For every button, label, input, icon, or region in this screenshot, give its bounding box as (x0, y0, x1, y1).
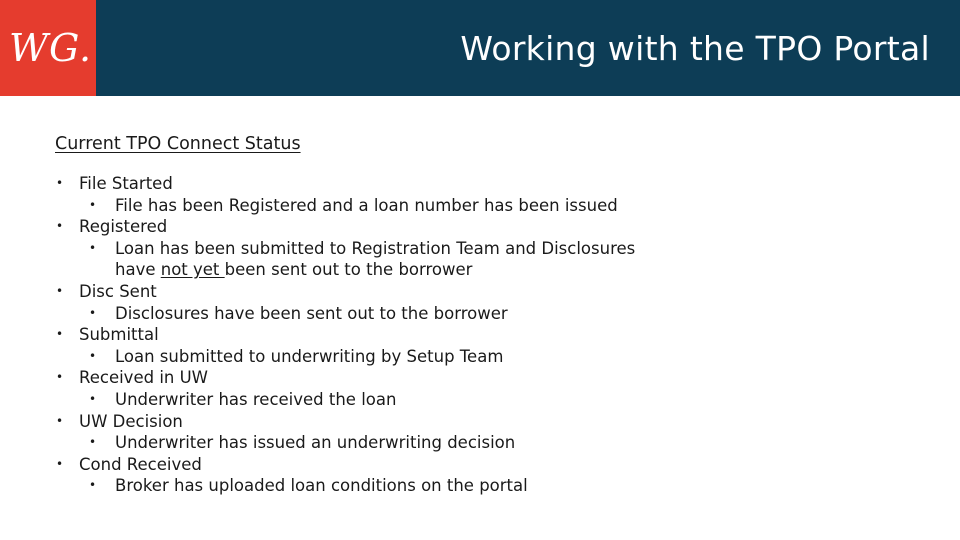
status-label: Submittal (79, 325, 159, 345)
bullet-icon: • (89, 240, 97, 255)
status-detail (79, 238, 915, 281)
status-detail-text: File has been Registered and a loan number has been issued (115, 195, 618, 215)
status-item-disc-sent (55, 281, 915, 324)
bullet-icon: • (89, 197, 97, 212)
bullet-icon: • (89, 348, 97, 363)
status-detail-text: Disclosures have been sent out to the borrower (115, 303, 508, 323)
status-detail-text: Broker has uploaded loan conditions on the portal (115, 476, 528, 496)
status-label: Received in UW (79, 368, 208, 388)
logo (0, 0, 96, 96)
status-detail-text: Loan submitted to underwriting by Setup Team (115, 346, 504, 366)
bullet-icon: • (56, 370, 64, 385)
bullet-icon: • (56, 327, 64, 342)
status-detail (79, 195, 915, 217)
status-detail-text-pre: have (115, 260, 161, 280)
bullet-icon: • (89, 478, 97, 493)
logo-text: WG. (9, 26, 93, 70)
status-item-registered (55, 216, 915, 281)
page-title: Working with the TPO Portal (460, 29, 930, 68)
status-item-submittal (55, 324, 915, 367)
status-detail (79, 389, 915, 411)
status-detail (79, 303, 915, 325)
status-detail-list (79, 432, 915, 454)
status-detail (79, 346, 915, 368)
status-detail-text-post: been sent out to the borrower (224, 260, 473, 280)
status-detail-list (79, 346, 915, 368)
header-bar (0, 0, 960, 96)
bullet-icon: • (56, 176, 64, 190)
content-area (55, 132, 915, 497)
status-detail (79, 432, 915, 454)
status-detail-text: Underwriter has received the loan (115, 389, 397, 409)
bullet-icon: • (56, 219, 64, 234)
status-detail (79, 475, 915, 497)
bullet-icon: • (56, 456, 64, 471)
status-label: Registered (79, 217, 168, 237)
status-item-uw-decision (55, 411, 915, 454)
status-detail-list (79, 303, 915, 325)
status-list (55, 173, 915, 497)
section-heading: Current TPO Connect Status (55, 134, 301, 154)
status-detail-text: Loan has been submitted to Registration Team and Disclosures (115, 238, 636, 258)
status-detail-emphasis: not yet (160, 260, 225, 280)
status-label: Cond Received (79, 454, 202, 474)
status-label: File Started (79, 174, 173, 193)
status-item-cond-received (55, 454, 915, 497)
bullet-icon: • (89, 391, 97, 406)
status-label: UW Decision (79, 411, 183, 431)
bullet-icon: • (56, 283, 64, 298)
bullet-icon: • (89, 435, 97, 450)
status-detail-list (79, 195, 915, 217)
status-detail-text: Underwriter has issued an underwriting decision (115, 433, 516, 453)
status-label: Disc Sent (79, 281, 157, 301)
status-item-received-in-uw (55, 367, 915, 410)
status-detail-list (79, 475, 915, 497)
bullet-icon: • (89, 305, 97, 320)
status-detail-list (79, 389, 915, 411)
bullet-icon: • (56, 413, 64, 428)
status-item-file-started (55, 173, 915, 216)
status-detail-list (79, 238, 915, 281)
